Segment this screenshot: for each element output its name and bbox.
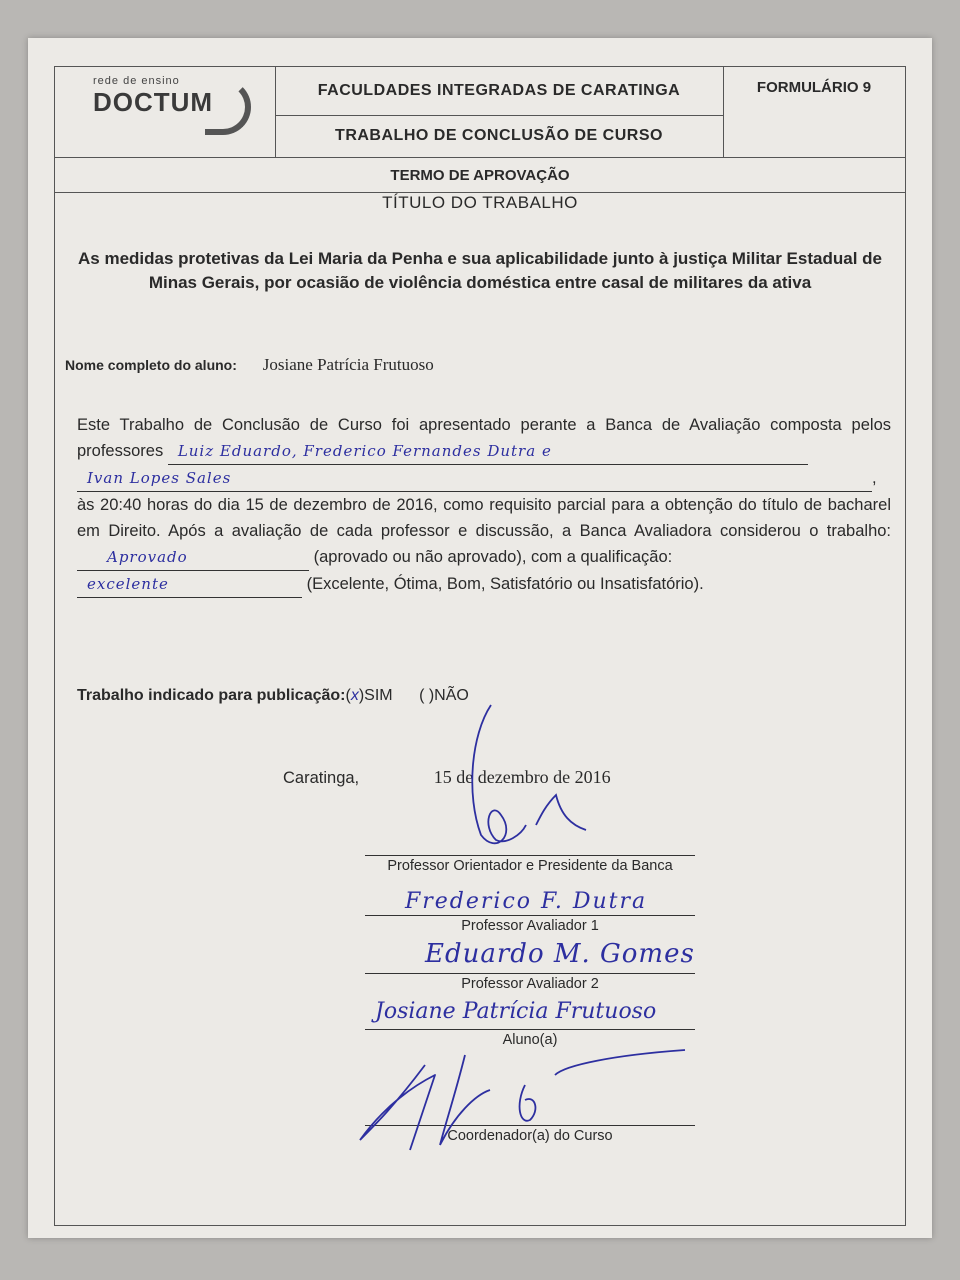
work-title-label: TÍTULO DO TRABALHO [382, 193, 578, 212]
professors-field [168, 438, 808, 465]
professors-field-2 [77, 465, 872, 492]
approval-statement: Este Trabalho de Conclusão de Curso foi apresentado perante a Banca de Avaliação composta pelos professores Luiz Eduardo, Frederico Fernandes Dutra e Ivan Lopes Sales , às 20:40 horas do dia 15 de dezembro de 2016, como requisito parcial para a obtenção do título de bacharel em Direito. Após a avaliação de cada professor e discussão, a Banca Avaliadora considerou o trabalho:Aprovado (aprovado ou não aprovado), com a qualificação: excelente (Excelente, Ótima, Bom, Satisfatório ou Insatisfatório). [77, 412, 891, 598]
header-titles [275, 67, 724, 157]
result-handwritten: Aprovado [107, 548, 188, 566]
grade-handwritten: excelente [87, 575, 169, 593]
logo [55, 67, 276, 157]
logo-arc-icon [205, 79, 251, 135]
evaluator1-signature-block [365, 889, 695, 934]
coordinator-label: Coordenador(a) do Curso [365, 1125, 695, 1144]
sim-label: )SIM [358, 687, 393, 704]
student-signature: Josiane Patrícia Frutuoso [375, 999, 657, 1024]
publication-row [77, 687, 469, 705]
professors-handwritten-1: Luiz Eduardo, Frederico Fernandes Dutra e [177, 442, 552, 460]
result-options: (aprovado ou não aprovado), com a qualificação: [313, 548, 673, 566]
evaluator1-label: Professor Avaliador 1 [365, 915, 695, 934]
grade-field [77, 571, 302, 598]
institution-name: FACULDADES INTEGRADAS DE CARATINGA [275, 67, 723, 116]
advisor-signature [461, 705, 621, 855]
evaluator1-signature: Frederico F. Dutra [405, 889, 648, 914]
coordinator-signature-block [365, 1125, 695, 1144]
student-label: Aluno(a) [365, 1029, 695, 1048]
form-title: TERMO DE APROVAÇÃO [55, 157, 905, 193]
result-field [77, 544, 309, 571]
student-label: Nome completo do aluno: [65, 357, 237, 373]
nao-option: ( )NÃO [419, 687, 469, 704]
evaluator2-label: Professor Avaliador 2 [365, 973, 695, 992]
evaluator2-signature-block [365, 939, 695, 992]
grade-options: (Excelente, Ótima, Bom, Satisfatório ou Insatisfatório). [306, 575, 704, 593]
work-title: As medidas protetivas da Lei Maria da Penha e sua aplicabilidade junto à justiça Militar Estadual de Minas Gerais, por ocasião de violência doméstica entre casal de militares da ativa [78, 249, 882, 292]
professors-label: pelos professores [77, 416, 891, 460]
form-number: FORMULÁRIO 9 [756, 79, 872, 96]
publication-label: Trabalho indicado para publicação: [77, 687, 346, 704]
course-work-title: TRABALHO DE CONCLUSÃO DE CURSO [335, 127, 663, 144]
form-frame [54, 66, 906, 1226]
city: Caratinga, [283, 769, 360, 787]
statement-line3: às 20:40 horas do dia 15 de dezembro de 2016, como requisito parcial para a obtenção do título de bacharel em Direito. Após a avaliação de cada professor e discussão, a Banca Avaliadora [77, 496, 891, 540]
sim-open: ( [345, 687, 351, 704]
statement-line1: Este Trabalho de Conclusão de Curso foi apresentado perante a Banca de Avaliação composta [77, 416, 842, 434]
advisor-signature-block [365, 855, 695, 874]
student-name: Josiane Patrícia Frutuoso [262, 355, 434, 374]
considered-label: considerou o trabalho: [720, 522, 891, 540]
coordinator-signature [355, 1045, 715, 1155]
logo-tagline: rede de ensino [93, 75, 180, 87]
advisor-label: Professor Orientador e Presidente da Banca [365, 855, 695, 874]
professors-handwritten-2: Ivan Lopes Sales [87, 469, 232, 487]
logo-wordmark: DOCTUM [93, 87, 214, 117]
document-sheet [28, 38, 932, 1238]
date: 15 de dezembro de 2016 [433, 767, 611, 787]
evaluator2-signature: Eduardo M. Gomes [425, 939, 695, 969]
sim-checkmark: x [350, 687, 359, 704]
student-row [65, 355, 434, 375]
